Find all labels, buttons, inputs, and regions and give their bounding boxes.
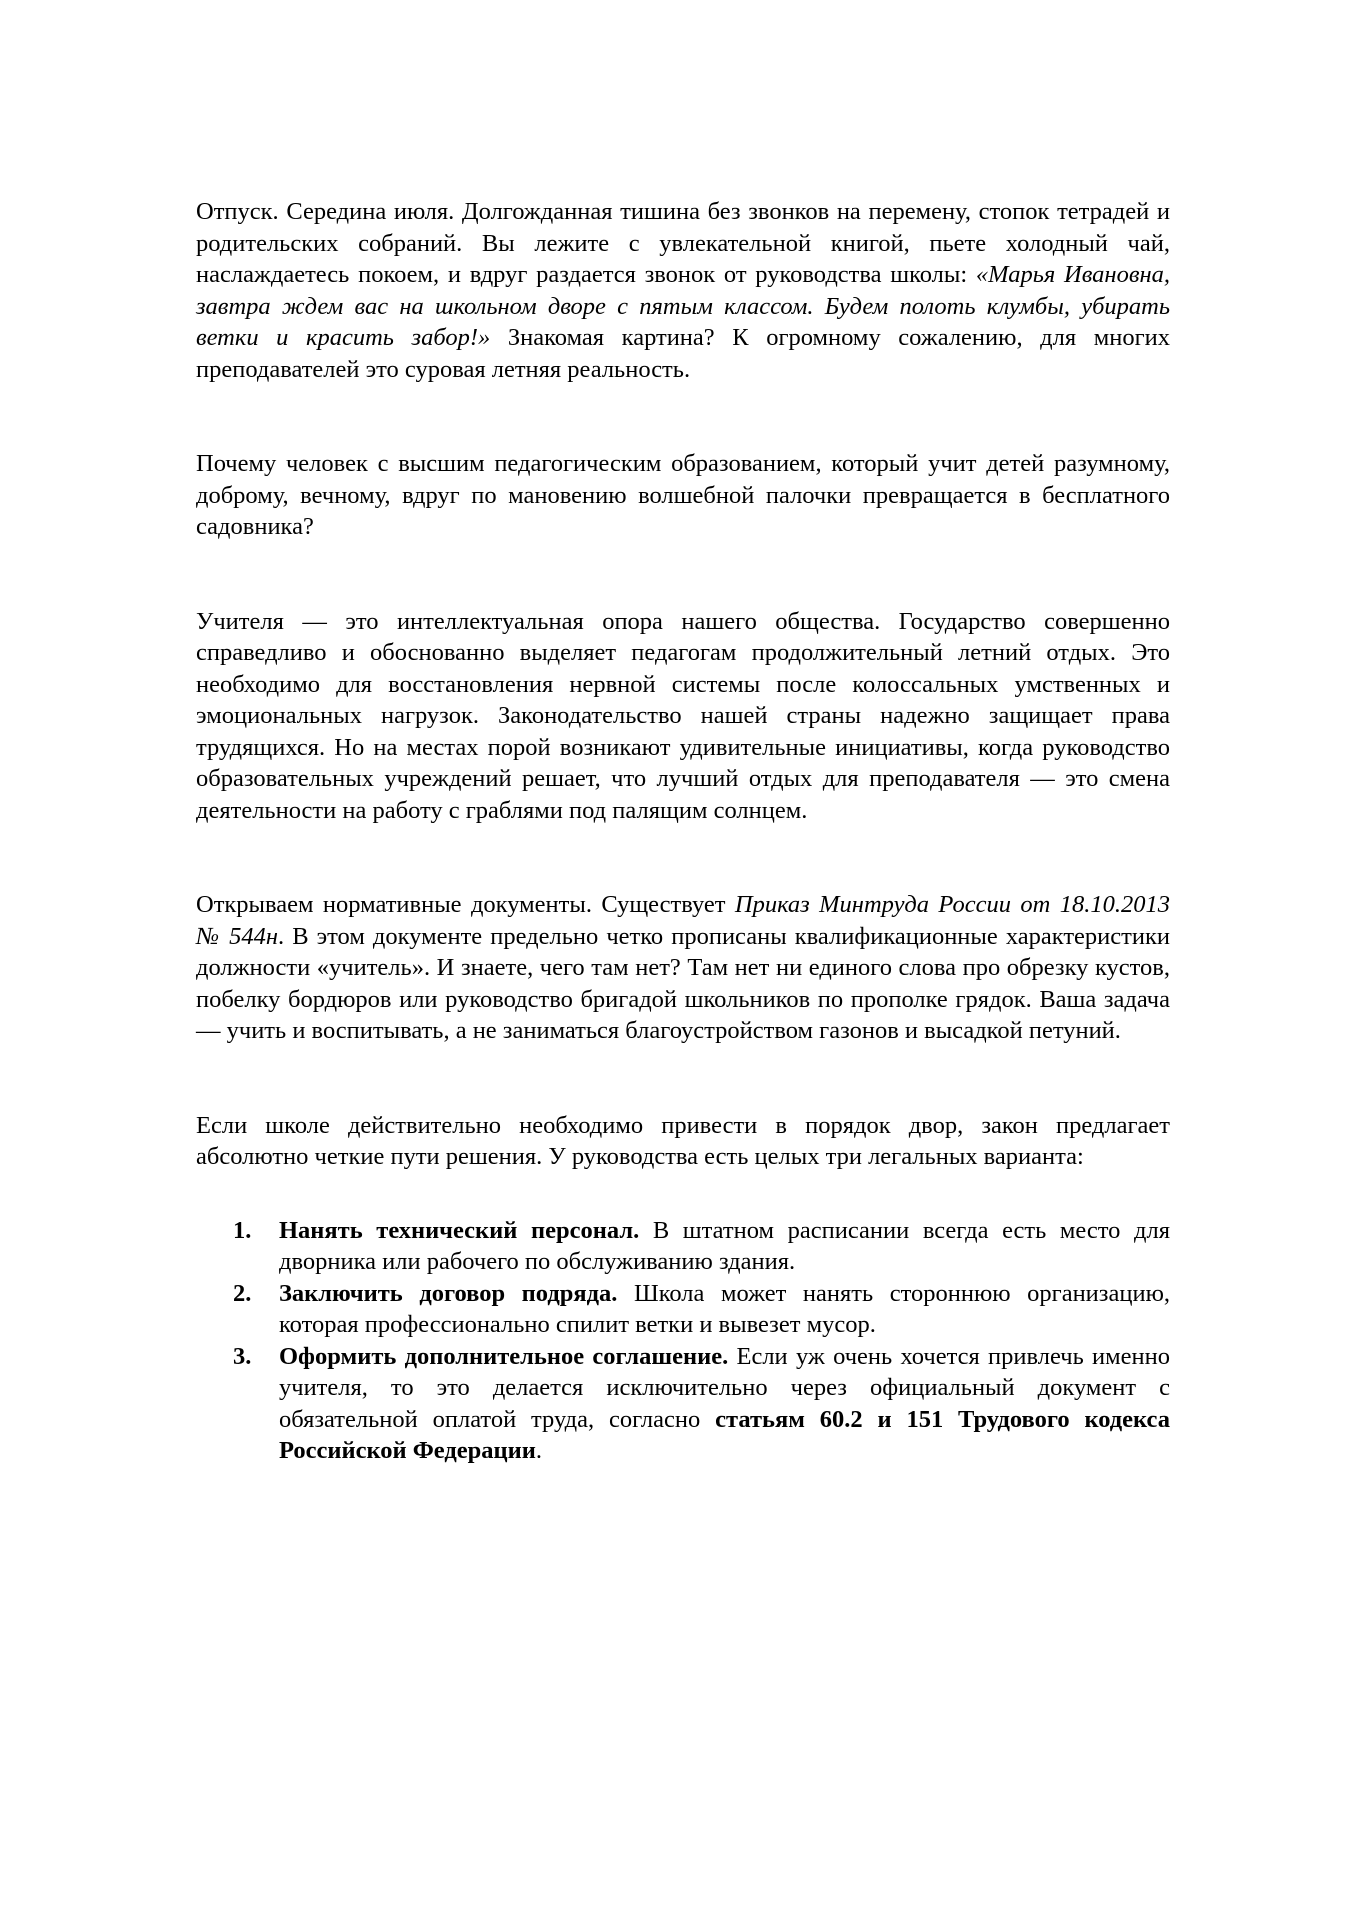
paragraph-text: Учителя — это интеллектуальная опора нашего общества. Государство совершенно справедливо и обоснованно выделяет педагогам продолжительный летний отдых. Это необходимо для восстановления нервной системы после колоссальных умственных и эмоциональных нагрузок. Законодательство нашей страны надежно защищает права трудящихся. Но на местах порой возникают удивительные инициативы, когда руководство образовательных учреждений решает, что лучший отдых для преподавателя — это смена деятельности на работу с граблями под палящим солнцем.	[196, 607, 1170, 824]
paragraph-text: Знакомая картина? К огромному сожалению, для многих преподавателей это суровая летняя реальность.	[196, 324, 1170, 383]
labor-code-reference: статьям 60.2 и 151 Трудового кодекса Российской Федерации	[279, 1405, 1170, 1464]
paragraph-text: Если школе действительно необходимо привести в порядок двор, закон предлагает абсолютно четкие пути решения. У руководства есть целых три легальных варианта:	[196, 1111, 1170, 1170]
document-page	[196, 196, 1170, 1467]
paragraph-teachers	[196, 606, 1170, 827]
legal-options-list	[196, 1215, 1170, 1467]
list-number: 1.	[233, 1216, 252, 1244]
list-item-title: Нанять технический персонал.	[279, 1216, 640, 1244]
list-item	[196, 1278, 1170, 1341]
list-item-text: Школа может нанять стороннюю организацию, которая профессионально спилит ветки и вывезет мусор.	[279, 1279, 1171, 1338]
paragraph-text: Почему человек с высшим педагогическим образованием, который учит детей разумному, доброму, вечному, вдруг по мановению волшебной палочки превращается в бесплатного садовника?	[196, 450, 1170, 540]
paragraph-options	[196, 1110, 1170, 1173]
paragraph-intro	[196, 196, 1170, 385]
order-reference: Приказ Минтруда России от 18.10.2013 № 544н	[196, 891, 1170, 950]
list-item	[196, 1341, 1170, 1467]
list-item-text: В штатном расписании всегда есть место для дворника или рабочего по обслуживанию здания.	[279, 1216, 1170, 1275]
list-item-title: Заключить договор подряда.	[279, 1279, 618, 1307]
list-item-title: Оформить дополнительное соглашение.	[279, 1342, 729, 1370]
list-number: 3.	[233, 1342, 252, 1370]
list-number: 2.	[233, 1279, 252, 1307]
list-item-text: .	[535, 1437, 542, 1464]
paragraph-text: . В этом документе предельно четко прописаны квалификационные характеристики должности «учитель». И знаете, чего там нет? Там нет ни единого слова про обрезку кустов, побелку бордюров или руководство бригадой школьников по прополке грядок. Ваша задача — учить и воспитывать, а не заниматься благоустройством газонов и высадкой петуний.	[196, 922, 1170, 1044]
list-item-text: Если уж очень хочется привлечь именно учителя, то это делается исключительно через официальный документ с обязательной оплатой труда, согласно	[279, 1342, 1170, 1433]
paragraph-question	[196, 448, 1170, 543]
principal-quote: «Марья Ивановна, завтра ждем вас на школьном дворе с пятым классом. Будем полоть клумбы, убирать ветки и красить забор!»	[196, 261, 1170, 351]
paragraph-text: Открываем нормативные документы. Существует	[196, 891, 735, 918]
paragraph-regulations	[196, 889, 1170, 1047]
paragraph-text: Отпуск. Середина июля. Долгожданная тишина без звонков на перемену, стопок тетрадей и родительских собраний. Вы лежите с увлекательной книгой, пьете холодный чай, наслаждаетесь покоем, и вдруг раздается звонок от руководства школы:	[196, 198, 1170, 288]
list-item	[196, 1215, 1170, 1278]
